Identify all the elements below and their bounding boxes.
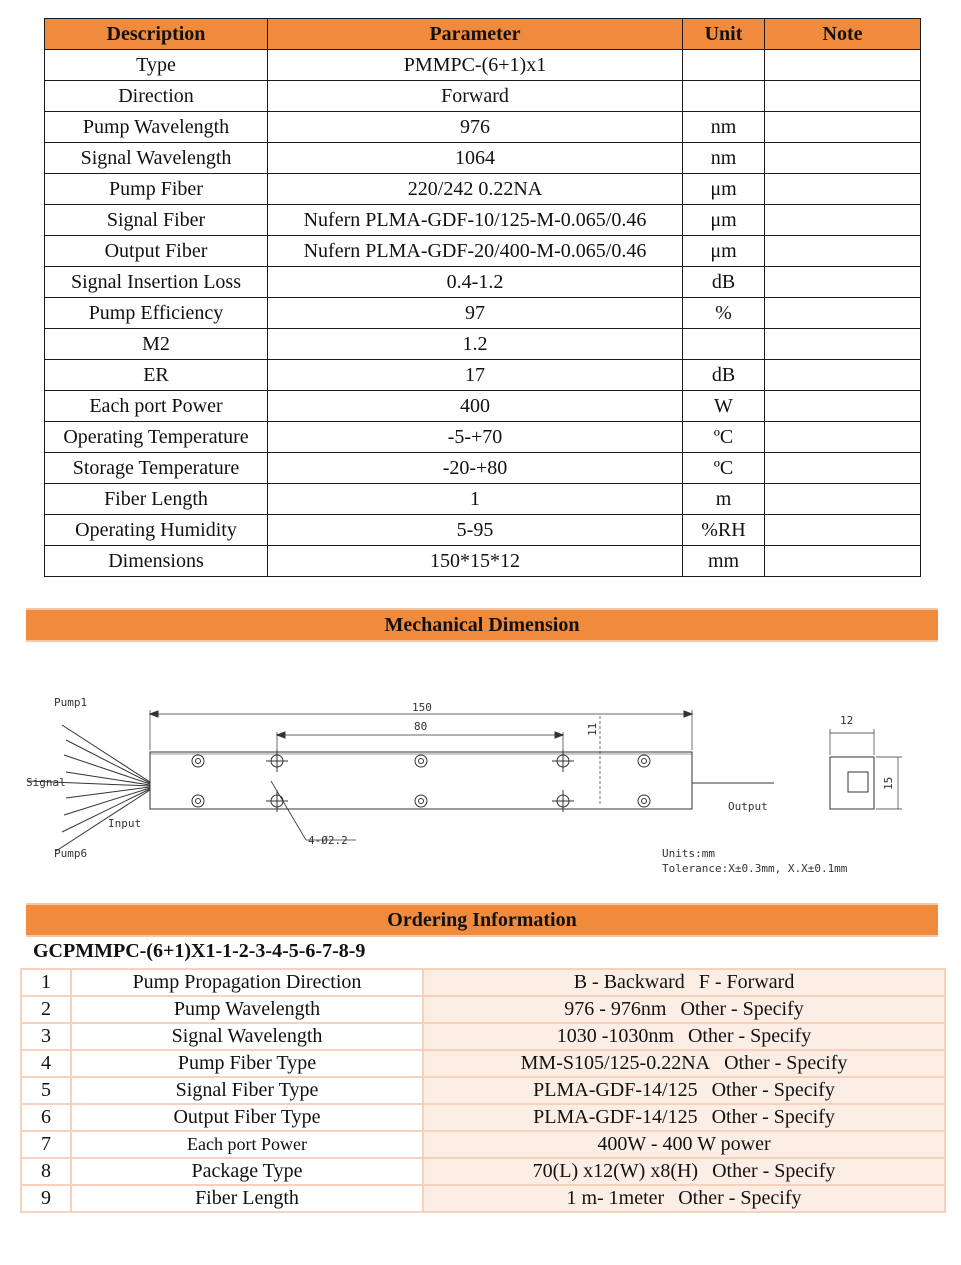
spec-note-cell [765, 174, 921, 205]
spec-unit-cell: ºC [683, 453, 765, 484]
order-option: 976 - 976nm [564, 998, 667, 1020]
spec-parameter-cell: 0.4-1.2 [268, 267, 683, 298]
spec-note-cell [765, 453, 921, 484]
order-option: F - Forward [698, 971, 795, 993]
order-options-cell [423, 1104, 945, 1131]
order-row [21, 996, 945, 1023]
order-row [21, 1185, 945, 1212]
order-option: Other - Specify [687, 1025, 812, 1047]
spec-parameter-cell: Nufern PLMA-GDF-20/400-M-0.065/0.46 [268, 236, 683, 267]
spec-note-cell [765, 360, 921, 391]
spec-unit-cell: μm [683, 205, 765, 236]
spec-unit-cell: %RH [683, 515, 765, 546]
spec-note-cell [765, 143, 921, 174]
spec-row [45, 484, 921, 515]
screw-hole [415, 795, 427, 807]
order-field-cell: Signal Fiber Type [71, 1077, 423, 1104]
spec-unit-cell: ºC [683, 422, 765, 453]
order-options-cell [423, 1050, 945, 1077]
spec-description-cell: M2 [45, 329, 268, 360]
order-option: Other - Specify [724, 1052, 848, 1074]
mechanical-dimension-heading: Mechanical Dimension [26, 608, 938, 642]
order-option: 70(L) x12(W) x8(H) [532, 1160, 699, 1182]
order-option: Other - Specify [678, 1187, 802, 1209]
spec-row [45, 453, 921, 484]
spec-note-cell [765, 267, 921, 298]
spec-parameter-cell: 976 [268, 112, 683, 143]
spec-row [45, 360, 921, 391]
order-field-cell: Output Fiber Type [71, 1104, 423, 1131]
order-number-cell: 8 [21, 1158, 71, 1185]
specification-table [44, 18, 921, 577]
spec-parameter-cell: 220/242 0.22NA [268, 174, 683, 205]
spec-parameter-cell: PMMPC-(6+1)x1 [268, 50, 683, 81]
spec-parameter-cell: Nufern PLMA-GDF-10/125-M-0.065/0.46 [268, 205, 683, 236]
input-label: Input [108, 817, 142, 830]
screw-hole [192, 755, 204, 767]
header-note: Note [765, 19, 921, 50]
spec-note-cell [765, 422, 921, 453]
units-note: Units:mm [662, 847, 715, 860]
spec-description-cell: Fiber Length [45, 484, 268, 515]
spec-unit-cell [683, 81, 765, 112]
spec-description-cell: Each port Power [45, 391, 268, 422]
spec-note-cell [765, 298, 921, 329]
header-unit: Unit [683, 19, 765, 50]
screw-hole [638, 755, 650, 767]
spec-note-cell [765, 50, 921, 81]
order-option: 1 m- 1meter [566, 1187, 665, 1209]
order-number-cell: 9 [21, 1185, 71, 1212]
spec-unit-cell: % [683, 298, 765, 329]
spec-note-cell [765, 81, 921, 112]
spec-note-cell [765, 205, 921, 236]
mounting-hole [266, 750, 288, 772]
spec-unit-cell: nm [683, 143, 765, 174]
spec-unit-cell: nm [683, 112, 765, 143]
pump6-label: Pump6 [54, 847, 88, 860]
spec-row [45, 515, 921, 546]
order-field-cell: Signal Wavelength [71, 1023, 423, 1050]
order-number-cell: 3 [21, 1023, 71, 1050]
holes-callout: 4-Ø2.2 [308, 834, 348, 847]
spec-note-cell [765, 236, 921, 267]
tolerance-note: Tolerance:X±0.3mm, X.X±0.1mm [662, 862, 848, 875]
order-option: PLMA-GDF-14/125 [533, 1106, 698, 1128]
spec-row [45, 50, 921, 81]
order-field-cell: Pump Propagation Direction [71, 969, 423, 996]
order-number-cell: 1 [21, 969, 71, 996]
order-options-cell [423, 1158, 945, 1185]
order-field-cell: Fiber Length [71, 1185, 423, 1212]
spec-description-cell: Operating Temperature [45, 422, 268, 453]
spec-parameter-cell: 17 [268, 360, 683, 391]
spec-unit-cell: mm [683, 546, 765, 577]
order-option: PLMA-GDF-14/125 [533, 1079, 698, 1101]
order-option: 400W - 400 W power [597, 1133, 771, 1155]
order-code: GCPMMPC-(6+1)X1-1-2-3-4-5-6-7-8-9 [33, 940, 366, 962]
spec-description-cell: Signal Wavelength [45, 143, 268, 174]
signal-label: Signal [26, 776, 66, 789]
spec-unit-cell: dB [683, 360, 765, 391]
spec-description-cell: Signal Insertion Loss [45, 267, 268, 298]
mounting-hole [552, 750, 574, 772]
order-option: MM-S105/125-0.22NA [520, 1052, 711, 1074]
order-row [21, 1050, 945, 1077]
screw-hole [638, 795, 650, 807]
screw-hole [192, 795, 204, 807]
dimension-150: 150 [412, 701, 432, 714]
order-options-cell [423, 1023, 945, 1050]
ordering-information-heading: Ordering Information [26, 903, 938, 937]
order-option: 1030 -1030nm [556, 1025, 674, 1047]
order-number-cell: 5 [21, 1077, 71, 1104]
spec-row [45, 143, 921, 174]
order-options-cell [423, 1185, 945, 1212]
order-options-cell [423, 996, 945, 1023]
order-row [21, 1077, 945, 1104]
spec-description-cell: Pump Fiber [45, 174, 268, 205]
spec-unit-cell: W [683, 391, 765, 422]
spec-description-cell: Operating Humidity [45, 515, 268, 546]
spec-row [45, 298, 921, 329]
order-option: Other - Specify [711, 1079, 835, 1101]
header-parameter: Parameter [268, 19, 683, 50]
spec-row [45, 422, 921, 453]
dimension-12: 12 [840, 714, 854, 727]
mechanical-drawing [26, 680, 906, 890]
spec-header-row [45, 19, 921, 50]
spec-parameter-cell: -20-+80 [268, 453, 683, 484]
spec-unit-cell: m [683, 484, 765, 515]
spec-parameter-cell: 97 [268, 298, 683, 329]
spec-parameter-cell: 1.2 [268, 329, 683, 360]
spec-parameter-cell: -5-+70 [268, 422, 683, 453]
spec-unit-cell: dB [683, 267, 765, 298]
spec-note-cell [765, 329, 921, 360]
order-options-cell [423, 969, 945, 996]
order-option: Other - Specify [712, 1160, 836, 1182]
spec-row [45, 174, 921, 205]
header-description: Description [45, 19, 268, 50]
order-option: Other - Specify [711, 1106, 835, 1128]
spec-description-cell: Dimensions [45, 546, 268, 577]
dimension-80: 80 [414, 720, 428, 733]
pump1-label: Pump1 [54, 696, 88, 709]
spec-unit-cell [683, 329, 765, 360]
spec-description-cell: ER [45, 360, 268, 391]
order-option: Other - Specify [680, 998, 804, 1020]
ordering-table [20, 968, 946, 1213]
order-number-cell: 7 [21, 1131, 71, 1158]
spec-row [45, 391, 921, 422]
spec-note-cell [765, 546, 921, 577]
order-number-cell: 4 [21, 1050, 71, 1077]
order-number-cell: 6 [21, 1104, 71, 1131]
spec-description-cell: Type [45, 50, 268, 81]
spec-parameter-cell: 150*15*12 [268, 546, 683, 577]
spec-parameter-cell: 5-95 [268, 515, 683, 546]
order-field-cell: Pump Fiber Type [71, 1050, 423, 1077]
spec-note-cell [765, 391, 921, 422]
spec-note-cell [765, 112, 921, 143]
spec-note-cell [765, 515, 921, 546]
screw-hole [415, 755, 427, 767]
spec-parameter-cell: 1 [268, 484, 683, 515]
spec-parameter-cell: Forward [268, 81, 683, 112]
spec-unit-cell: μm [683, 236, 765, 267]
spec-description-cell: Output Fiber [45, 236, 268, 267]
spec-description-cell: Signal Fiber [45, 205, 268, 236]
spec-row [45, 112, 921, 143]
spec-unit-cell [683, 50, 765, 81]
output-label: Output [728, 800, 768, 813]
spec-row [45, 236, 921, 267]
order-row [21, 1131, 945, 1158]
order-row [21, 1023, 945, 1050]
spec-description-cell: Pump Efficiency [45, 298, 268, 329]
spec-row [45, 267, 921, 298]
spec-row [45, 81, 921, 112]
order-row [21, 969, 945, 996]
order-row [21, 1104, 945, 1131]
dimension-15: 15 [882, 776, 895, 790]
spec-row [45, 546, 921, 577]
order-field-cell: Package Type [71, 1158, 423, 1185]
order-options-cell [423, 1131, 945, 1158]
spec-description-cell: Direction [45, 81, 268, 112]
spec-description-cell: Storage Temperature [45, 453, 268, 484]
spec-note-cell [765, 484, 921, 515]
order-number-cell: 2 [21, 996, 71, 1023]
order-option: B - Backward [573, 971, 685, 993]
spec-unit-cell: μm [683, 174, 765, 205]
spec-description-cell: Pump Wavelength [45, 112, 268, 143]
order-field-cell: Pump Wavelength [71, 996, 423, 1023]
spec-row [45, 205, 921, 236]
spec-row [45, 329, 921, 360]
spec-parameter-cell: 1064 [268, 143, 683, 174]
dimension-11: 11 [586, 722, 599, 736]
order-row [21, 1158, 945, 1185]
spec-parameter-cell: 400 [268, 391, 683, 422]
order-field-cell: Each port Power [71, 1131, 423, 1158]
order-options-cell [423, 1077, 945, 1104]
